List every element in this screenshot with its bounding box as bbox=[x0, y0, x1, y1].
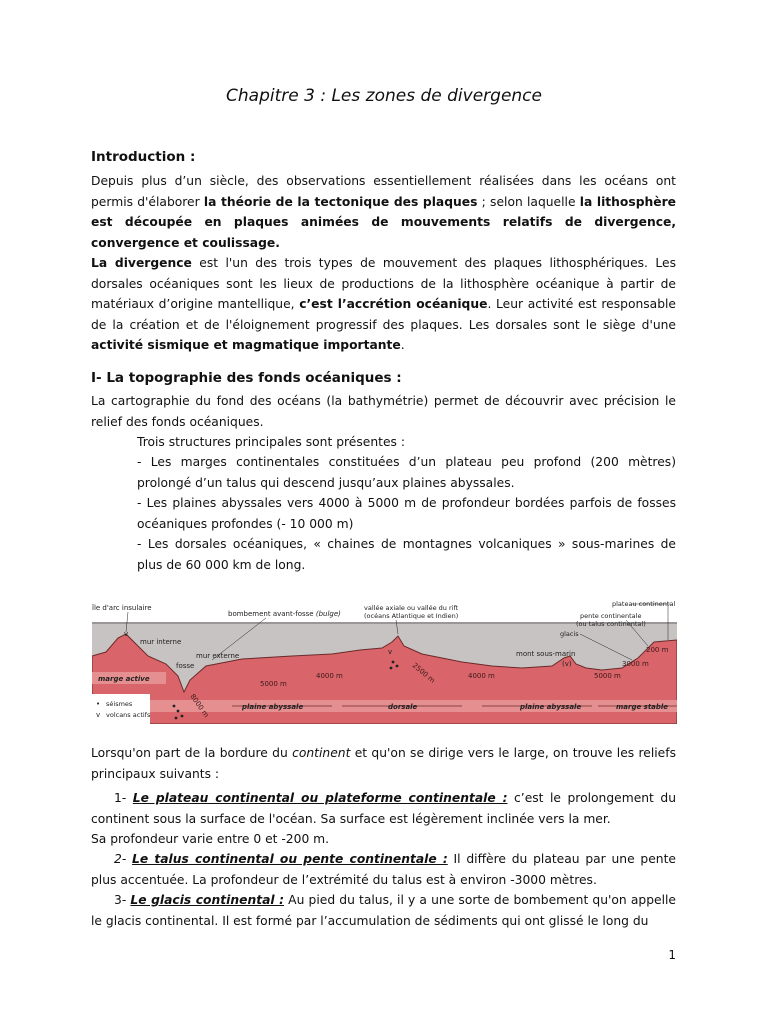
legend-box bbox=[92, 694, 150, 724]
intro-paragraph-1: Depuis plus d’un siècle, des observations essentiellement réalisées dans les océans ont permis d'élaborer la théorie de la tectonique des plaques ; selon laquelle la lithosphère est découpée en plaques animées de mouvements relatifs de divergence, convergence et coulissage. bbox=[91, 174, 676, 250]
label-mont: mont sous-marin bbox=[516, 650, 576, 658]
label-v-dorsale: v bbox=[388, 648, 393, 656]
label-plateau: plateau continental bbox=[612, 600, 676, 608]
page-title: Chapitre 3 : Les zones de divergence bbox=[226, 86, 542, 106]
relief-item-2: 2- Le talus continental ou pente continentale : Il diffère du plateau par une pente plus accentuée. La profondeur de l’extrémité du talus est à environ -3000 mètres. bbox=[91, 852, 676, 887]
legend-dot: • bbox=[96, 700, 101, 708]
depth-200: 200 m bbox=[646, 646, 669, 654]
depth-4000-left: 4000 m bbox=[316, 672, 343, 680]
relief-item-1-depth: Sa profondeur varie entre 0 et -200 m. bbox=[91, 832, 330, 846]
page-number: 1 bbox=[668, 948, 676, 962]
label-pente-talus: (ou talus continental) bbox=[576, 620, 646, 628]
relief-item-3: 3- Le glacis continental : Au pied du talus, il y a une sorte de bombement qu'on appelle le glacis continental. Il est formé par l’accumulation de sédiments qui ont glissé le long du bbox=[91, 893, 676, 928]
ocean-floor-diagram bbox=[92, 596, 677, 724]
section1-heading: I- La topographie des fonds océaniques : bbox=[91, 370, 402, 386]
label-pente: pente continentale bbox=[580, 612, 642, 620]
section2-paragraph: Lorsqu'on part de la bordure du continent et qu'on se dirige vers le large, on trouve les reliefs principaux suivants : bbox=[91, 746, 676, 781]
depth-8000: 8000 m bbox=[188, 692, 211, 720]
depth-2500: 2500 m bbox=[410, 661, 437, 685]
legend-seismes: séismes bbox=[106, 700, 133, 708]
label-mur-interne: mur interne bbox=[140, 638, 182, 646]
ocean-floor-svg bbox=[92, 596, 677, 724]
label-bombement: bombement avant-fosse (bulge) bbox=[228, 610, 341, 618]
label-vallee-axiale: vallée axiale ou vallée du rift bbox=[364, 604, 459, 612]
depth-5000-right: 5000 m bbox=[594, 672, 621, 680]
depth-3000: 3000 m bbox=[622, 660, 649, 668]
label-v-mont: (v) bbox=[562, 660, 572, 668]
label-ile-arc: île d'arc insulaire bbox=[92, 604, 152, 612]
intro-paragraph-2: La divergence est l'un des trois types de mouvement des plaques lithosphériques. Les dorsales océaniques sont les lieux de productions de la lithosphère océanique à partir de matériaux d’origine mantellique, c’est l’accrétion océanique. Leur activité est responsable de la création et de l'éloignement progressif des plaques. Les dorsales sont le siège d'une activité sismique et magmatique importante. bbox=[91, 256, 676, 352]
label-marge-active: marge active bbox=[98, 675, 150, 683]
depth-4000-right: 4000 m bbox=[468, 672, 495, 680]
structures-lead: Trois structures principales sont présentes : bbox=[137, 435, 405, 449]
label-dorsale: dorsale bbox=[388, 703, 418, 711]
relief-item-1: 1- Le plateau continental ou plateforme continentale : c’est le prolongement du continent sous la surface de l'océan. Sa surface est légèrement inclinée vers la mer. bbox=[91, 791, 676, 826]
label-plaine-abyssale-1: plaine abyssale bbox=[242, 703, 304, 711]
structure-item-plaines: - Les plaines abyssales vers 4000 à 5000 m de profondeur bordées parfois de fosses océaniques profondes (- 10 000 m) bbox=[137, 496, 676, 531]
section1-paragraph: La cartographie du fond des océans (la bathymétrie) permet de découvrir avec précision le relief des fonds océaniques. bbox=[91, 394, 676, 429]
intro-heading: Introduction : bbox=[91, 149, 196, 165]
label-fosse: fosse bbox=[176, 662, 195, 670]
legend-volcans: volcans actifs bbox=[106, 711, 151, 719]
label-v-island: v bbox=[124, 630, 129, 638]
depth-5000-left: 5000 m bbox=[260, 680, 287, 688]
label-vallee-oceans: (océans Atlantique et Indien) bbox=[364, 612, 459, 620]
label-plaine-abyssale-2: plaine abyssale bbox=[520, 703, 582, 711]
label-glacis: glacis bbox=[560, 630, 579, 638]
legend-v: v bbox=[96, 711, 101, 719]
structure-item-marges: - Les marges continentales constituées d’un plateau peu profond (200 mètres) prolongé d’un talus qui descend jusqu’aux plaines abyssales. bbox=[137, 455, 676, 490]
label-marge-stable: marge stable bbox=[616, 703, 669, 711]
label-mur-externe: mur externe bbox=[196, 652, 240, 660]
structure-item-dorsales: - Les dorsales océaniques, « chaines de montagnes volcaniques » sous-marines de plus de 60 000 km de long. bbox=[137, 537, 676, 572]
